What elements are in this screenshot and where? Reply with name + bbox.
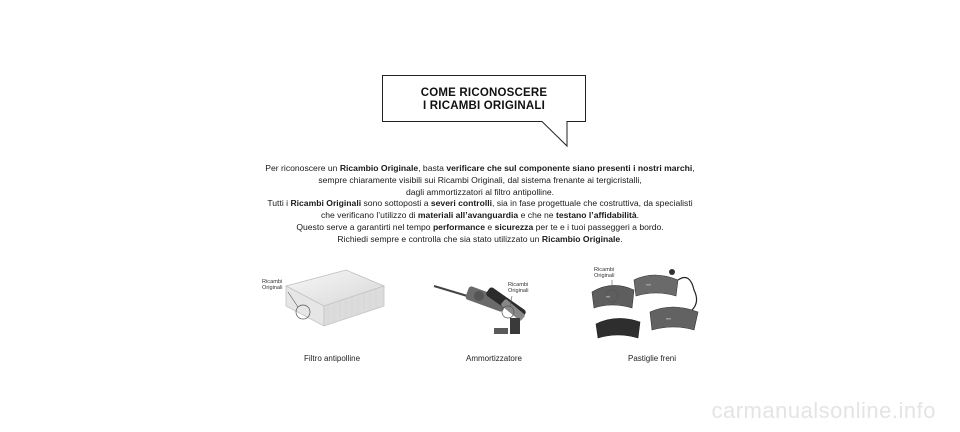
watermark-logo: carmanualsonline.info <box>711 398 936 423</box>
product-caption: Pastiglie freni <box>627 354 677 363</box>
intro-paragraph <box>200 163 760 246</box>
product-caption: Filtro antipolline <box>303 354 361 363</box>
paragraph-line-4: Tutti i Ricambi Originali sono sottoposti a severi controlli, sia in fase progettuale che costruttiva, da specialisti <box>267 198 693 209</box>
original-parts-label: Ricambi Originali <box>508 282 529 295</box>
shock-absorber-illustration <box>424 262 564 342</box>
product-brake-pads <box>582 262 722 372</box>
product-caption: Ammortizzatore <box>465 354 522 363</box>
product-cabin-filter <box>258 262 398 372</box>
paragraph-line-2: sempre chiaramente visibili sui Ricambi Originali, dal sistema frenante ai tergicristalli, <box>318 174 642 185</box>
paragraph-line-3: dagli ammortizzatori al filtro antipolline. <box>405 186 555 197</box>
paragraph-line-5: che verificano l’utilizzo di materiali all’avanguardia e che ne testano l’affidabilità. <box>320 210 640 221</box>
paragraph-line-7: Richiedi sempre e controlla che sia stato utilizzato un Ricambio Originale. <box>337 233 623 244</box>
title-line-1: COME RICONOSCERE <box>420 87 548 99</box>
product-shock-absorber <box>424 262 564 372</box>
paragraph-line-6: Questo serve a garantirti nel tempo performance e sicurezza per te e i tuoi passeggeri a bordo. <box>296 221 664 232</box>
original-parts-label: Ricambi Originali <box>262 279 283 292</box>
original-parts-label: Ricambi Originali <box>594 267 615 280</box>
page-title <box>382 87 586 113</box>
paragraph-line-1: Per riconoscere un Ricambio Originale, basta verificare che sul componente siano presenti i nostri marchi, <box>265 163 695 173</box>
heading-callout <box>382 75 586 121</box>
title-line-2: I RICAMBI ORIGINALI <box>423 100 545 112</box>
cabin-filter-illustration <box>258 262 398 342</box>
